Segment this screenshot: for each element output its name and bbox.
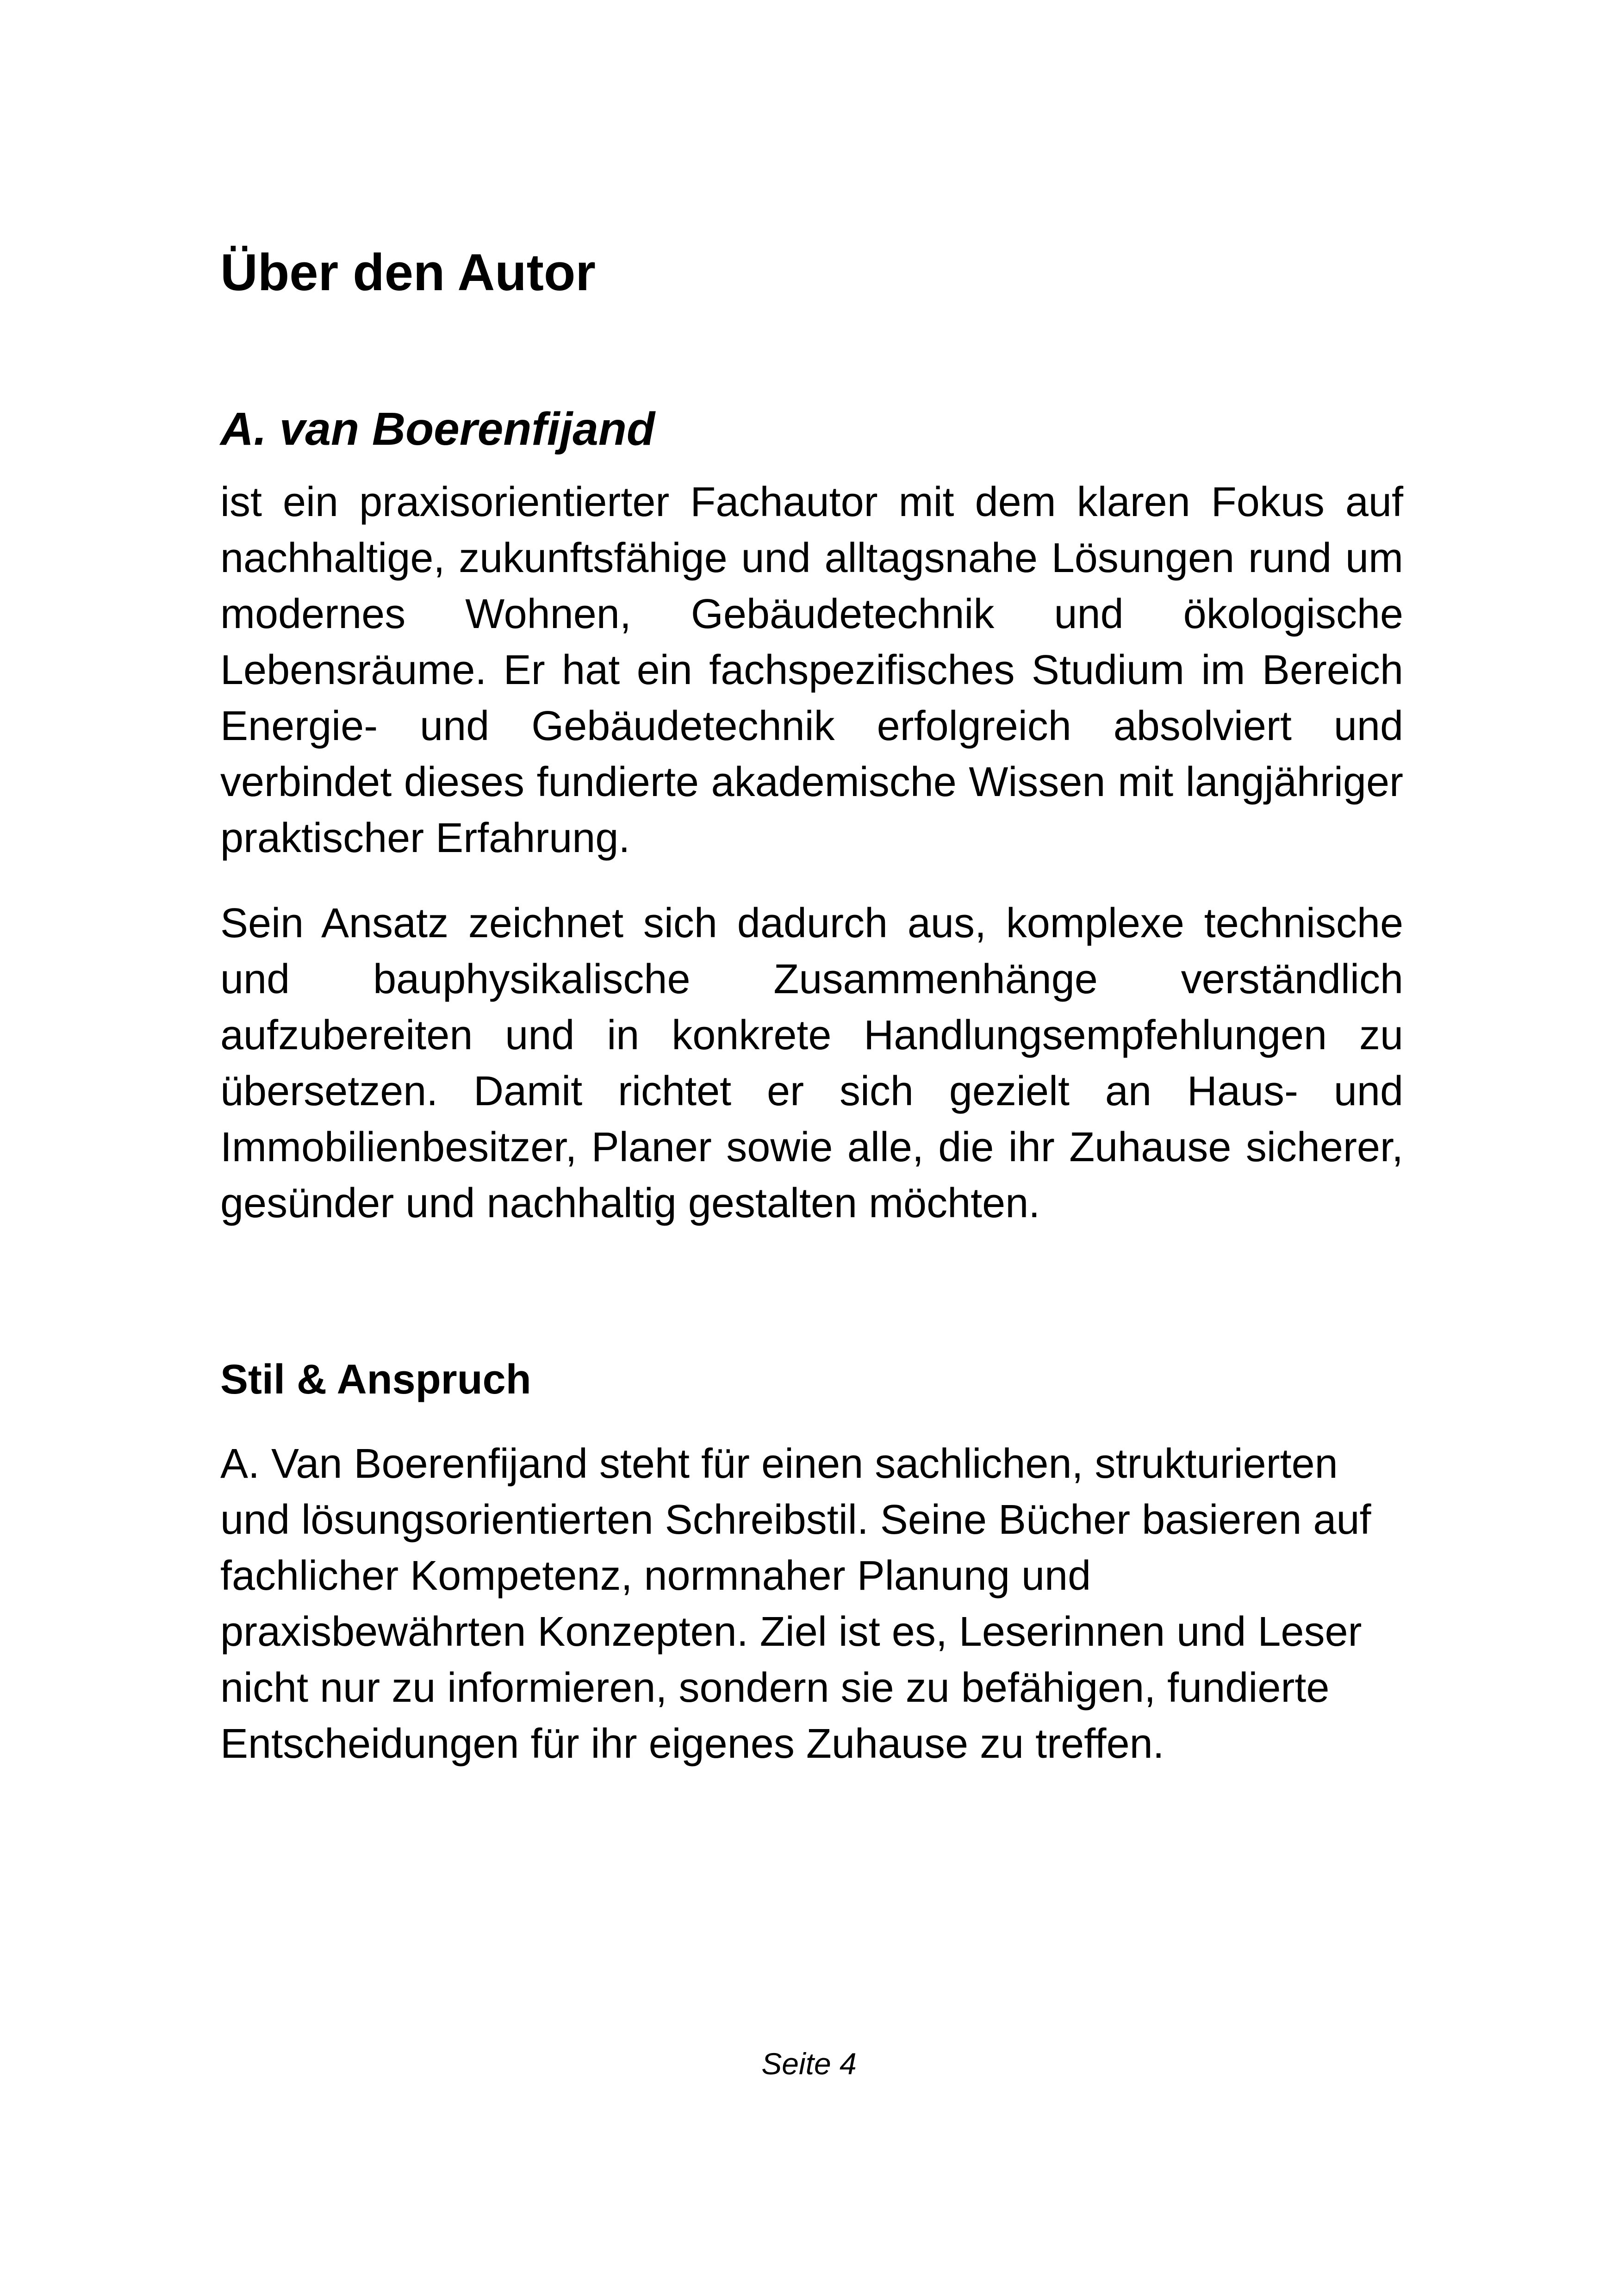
author-bio-paragraph: ist ein praxisorientierter Fachautor mit dem klaren Fokus auf nachhaltige, zukunftsfähige und alltagsnahe Lösungen rund um modernes Wohnen, Gebäudetechnik und ökologische Lebensräume. Er hat ein fachspezifisches Studium im Bereich Energie- und Gebäudetechnik erfolgreich absolviert und verbindet dieses fundierte akademische Wissen mit langjähriger praktischer Erfahrung. (220, 479, 1403, 861)
section-heading-style: Stil & Anspruch (220, 1356, 531, 1403)
author-approach-paragraph: Sein Ansatz zeichnet sich dadurch aus, komplexe technische und bauphysikalische Zusammenhänge verständlich aufzubereiten und in konkrete Handlungsempfehlungen zu übersetzen. Damit richtet er sich gezielt an Haus- und Immobilienbesitzer, Planer sowie alle, die ihr Zuhause sicherer, gesünder und nachhaltig gestalten möchten. (220, 900, 1403, 1226)
section-body-style: A. Van Boerenfijand steht für einen sachlichen, strukturierten und lösungsorientierten Schreibstil. Seine Bücher basieren auf fachlicher Kompetenz, normnaher Planung und praxisbewährten Konzepten. Ziel ist es, Leserinnen und Leser nicht nur zu informieren, sondern sie zu befähigen, fundierte Entscheidungen für ihr eigenes Zuhause zu treffen. (220, 1441, 1371, 1767)
page-number: Seite 4 (761, 2047, 857, 2081)
page-title: Über den Autor (220, 243, 596, 301)
author-name: A. van Boerenfijand (220, 403, 655, 455)
